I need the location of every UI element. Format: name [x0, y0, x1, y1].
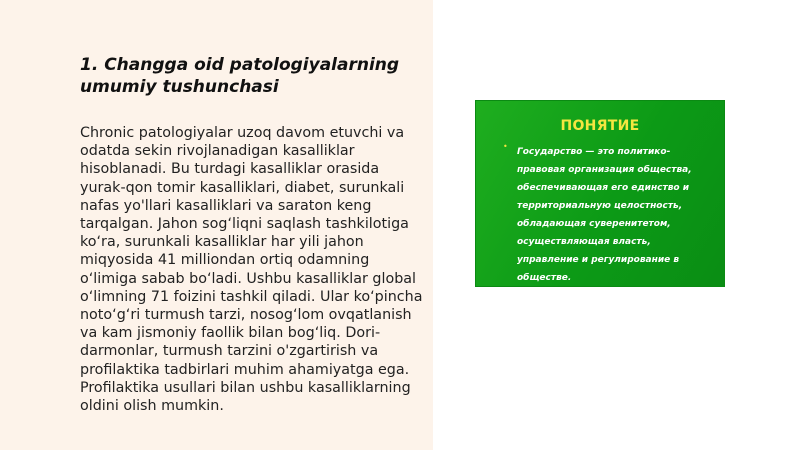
section-heading: 1. Changga oid patologiyalarning umumiy tushunchasi: [80, 55, 400, 97]
card-title: ПОНЯТИЕ: [560, 118, 640, 134]
card-list-item: [505, 141, 715, 285]
bullet-icon: •: [503, 142, 508, 151]
card-list: [505, 141, 715, 285]
card-definition-text: Государство — это политико-правовая организация общества, обеспечивающая его единство и территориальную целостность, обладающая суверенитетом, осуществляющая власть, управление и регулирование в обществе.: [517, 147, 692, 283]
body-paragraph: Chronic patologiyalar uzoq davom etuvchi va odatda sekin rivojlanadigan kasalliklar hisoblanadi. Bu turdagi kasalliklar orasida yurak-qon tomir kasalliklari, diabet, surunkali nafas yo'llari kasalliklari va saraton keng tarqalgan. Jahon sog‘liqni saqlash tashkilotiga ko‘ra, surunkali kasalliklar har yili jahon miqyosida 41 milliondan ortiq odamning o‘limiga sabab bo‘ladi. Ushbu kasalliklar global o‘limning 71 foizini tashkil qiladi. Ular ko‘pincha noto‘g‘ri turmush tarzi, nosog‘lom ovqatlanish va kam jismoniy faollik bilan bog‘liq. Dori-darmonlar, turmush tarzini o'zgartirish va profilaktika tadbirlari muhim ahamiyatga ega. Profilaktika usullari bilan ushbu kasalliklarning oldini olish mumkin.: [80, 125, 423, 415]
definition-card-image: [475, 100, 725, 287]
